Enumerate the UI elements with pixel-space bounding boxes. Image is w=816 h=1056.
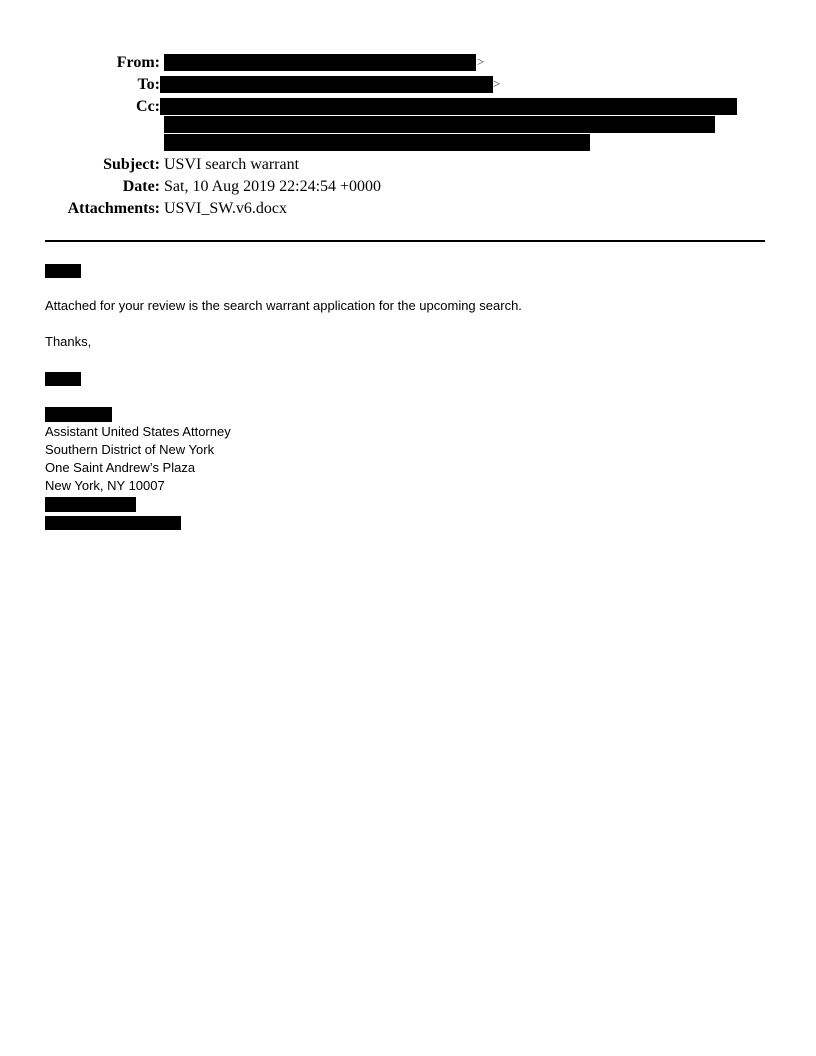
signature-title: Assistant United States Attorney — [45, 424, 231, 439]
salutation-redaction — [45, 264, 81, 278]
date-value: Sat, 10 Aug 2019 22:24:54 +0000 — [164, 178, 382, 195]
cc-redaction-line1 — [160, 98, 737, 115]
to-trailing: > — [493, 76, 501, 91]
signature-address-line1: One Saint Andrew’s Plaza — [45, 460, 196, 475]
subject-label: Subject: — [103, 156, 160, 173]
cc-redaction-line3 — [164, 134, 590, 151]
attachment-file-link[interactable]: USVI_SW.v6.docx — [164, 200, 287, 217]
subject-value: USVI search warrant — [164, 156, 300, 173]
to-redaction — [160, 76, 493, 93]
body-closing: Thanks, — [45, 334, 92, 349]
attachments-label: Attachments: — [67, 200, 160, 217]
signature-address-line2: New York, NY 10007 — [45, 478, 165, 493]
signature-office: Southern District of New York — [45, 442, 215, 457]
date-label: Date: — [122, 178, 160, 195]
signature-phone-redaction — [45, 497, 136, 512]
from-label: From: — [116, 54, 160, 71]
signature-email-redaction — [45, 516, 181, 530]
from-redaction — [164, 54, 476, 71]
to-label: To: — [137, 76, 160, 93]
from-trailing: > — [477, 54, 485, 69]
sender-first-name-redaction — [45, 372, 81, 386]
body-message: Attached for your review is the search warrant application for the upcoming search. — [45, 298, 522, 313]
cc-redaction-line2 — [164, 116, 715, 133]
signature-name-redaction — [45, 407, 112, 422]
cc-label: Cc: — [136, 98, 160, 115]
header-divider — [45, 240, 765, 242]
